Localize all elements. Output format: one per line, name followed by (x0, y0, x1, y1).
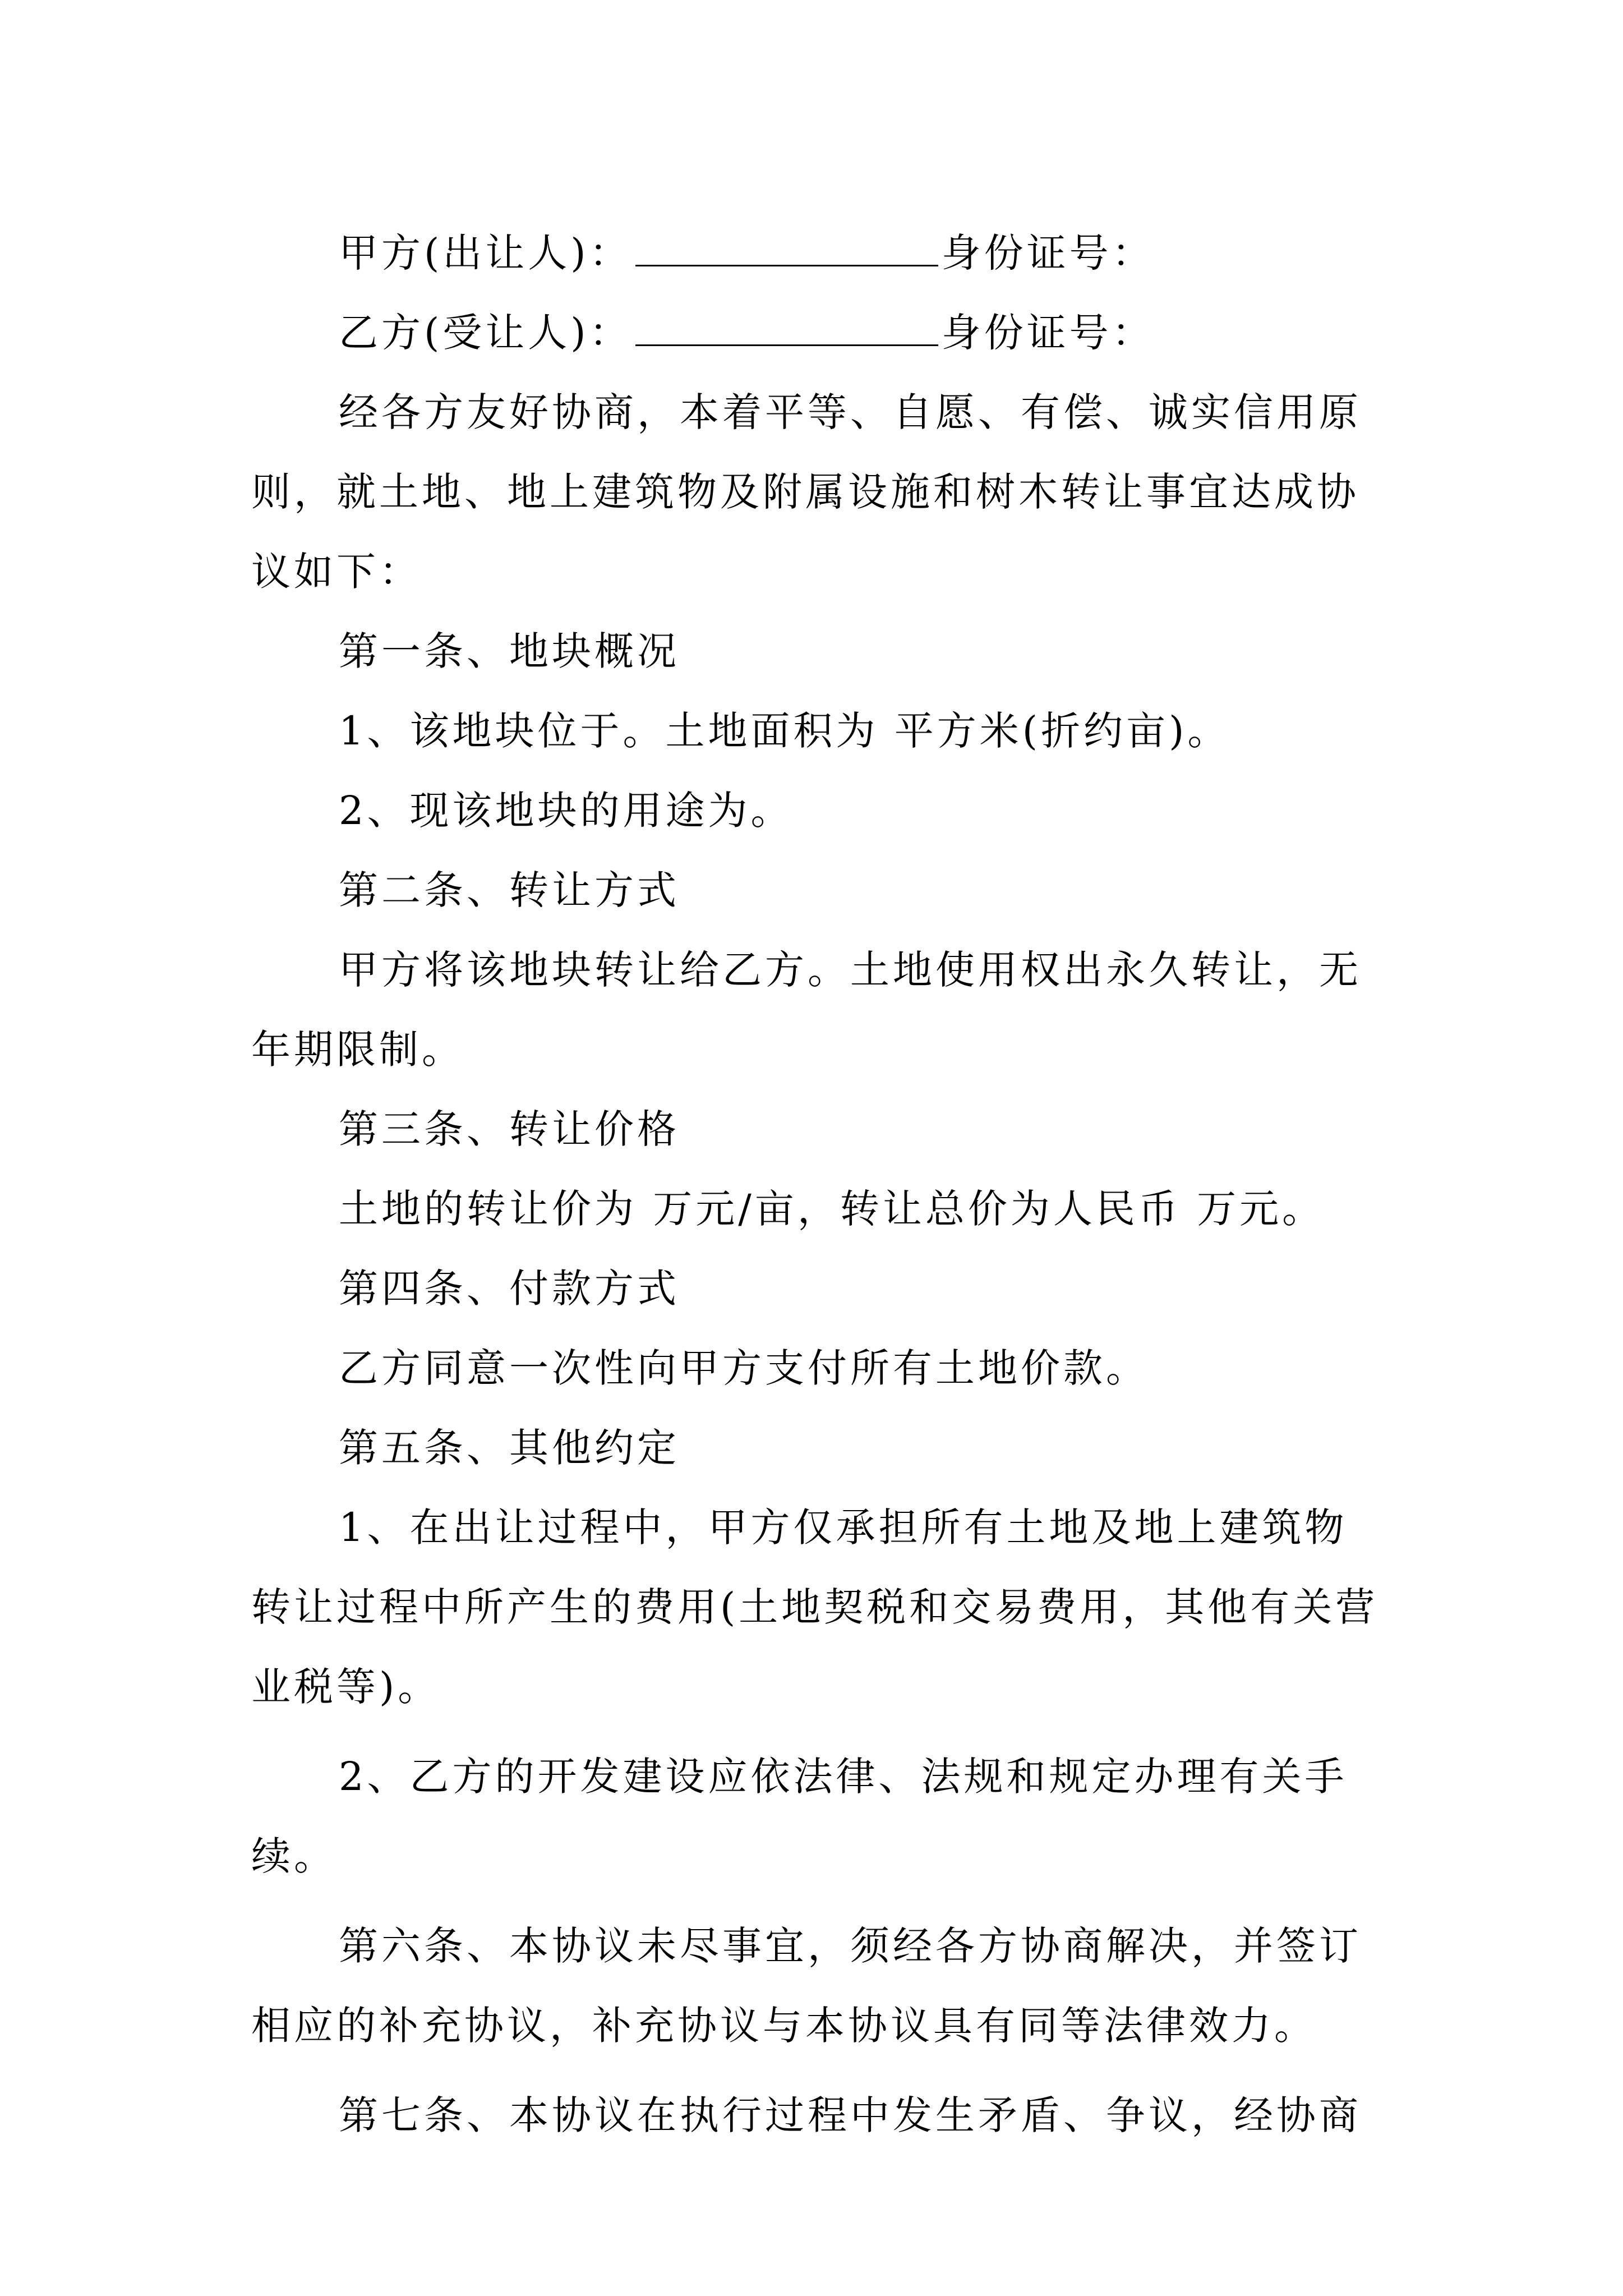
article-1-title: 第一条、地块概况 (339, 628, 680, 674)
party-b-id-label: 身份证号： (941, 310, 1155, 356)
article-1-item-2: 2、现该地块的用途为。 (339, 788, 794, 834)
party-b-name-blank (635, 305, 938, 346)
article-1-item-1: 1、该地块位于。土地面积为 平方米(折约亩)。 (339, 708, 1230, 754)
intro-paragraph: 经各方友好协商，本着平等、自愿、有偿、诚实信用原则，就土地、地上建筑物及附属设施和树木转让事宜达成协议如下： (251, 389, 1362, 595)
article-2-body: 甲方将该地块转让给乙方。土地使用权出永久转让，无年期限制。 (251, 947, 1362, 1073)
article-4-body: 乙方同意一次性向甲方支付所有土地价款。 (339, 1345, 1149, 1391)
party-a-label: 甲方(出让人)： (339, 230, 632, 276)
party-a-id-label: 身份证号： (941, 230, 1155, 276)
article-3-title: 第三条、转让价格 (339, 1106, 680, 1152)
party-b-label: 乙方(受让人)： (339, 310, 632, 356)
article-2-title: 第二条、转让方式 (339, 867, 680, 913)
party-a-line (251, 213, 1384, 293)
party-a-name-blank (635, 226, 938, 266)
article-5-item-2: 2、乙方的开发建设应依法律、法规和规定办理有关手续。 (251, 1754, 1348, 1879)
article-5-item-1: 1、在出让过程中，甲方仅承担所有土地及地上建筑物转让过程中所产生的费用(土地契税和交易费用，其他有关营业税等)。 (251, 1504, 1378, 1710)
article-4-title: 第四条、付款方式 (339, 1266, 680, 1312)
article-5-title: 第五条、其他约定 (339, 1425, 680, 1471)
party-b-line (251, 293, 1384, 372)
article-3-body: 土地的转让价为 万元/亩，转让总价为人民币 万元。 (339, 1186, 1325, 1232)
document-body (251, 213, 1384, 2155)
article-6: 第六条、本协议未尽事宜，须经各方协商解决，并签订相应的补充协议，补充协议与本协议具有同等法律效力。 (251, 1923, 1362, 2049)
article-7: 第七条、本协议在执行过程中发生矛盾、争议，经协商 (339, 2092, 1362, 2138)
